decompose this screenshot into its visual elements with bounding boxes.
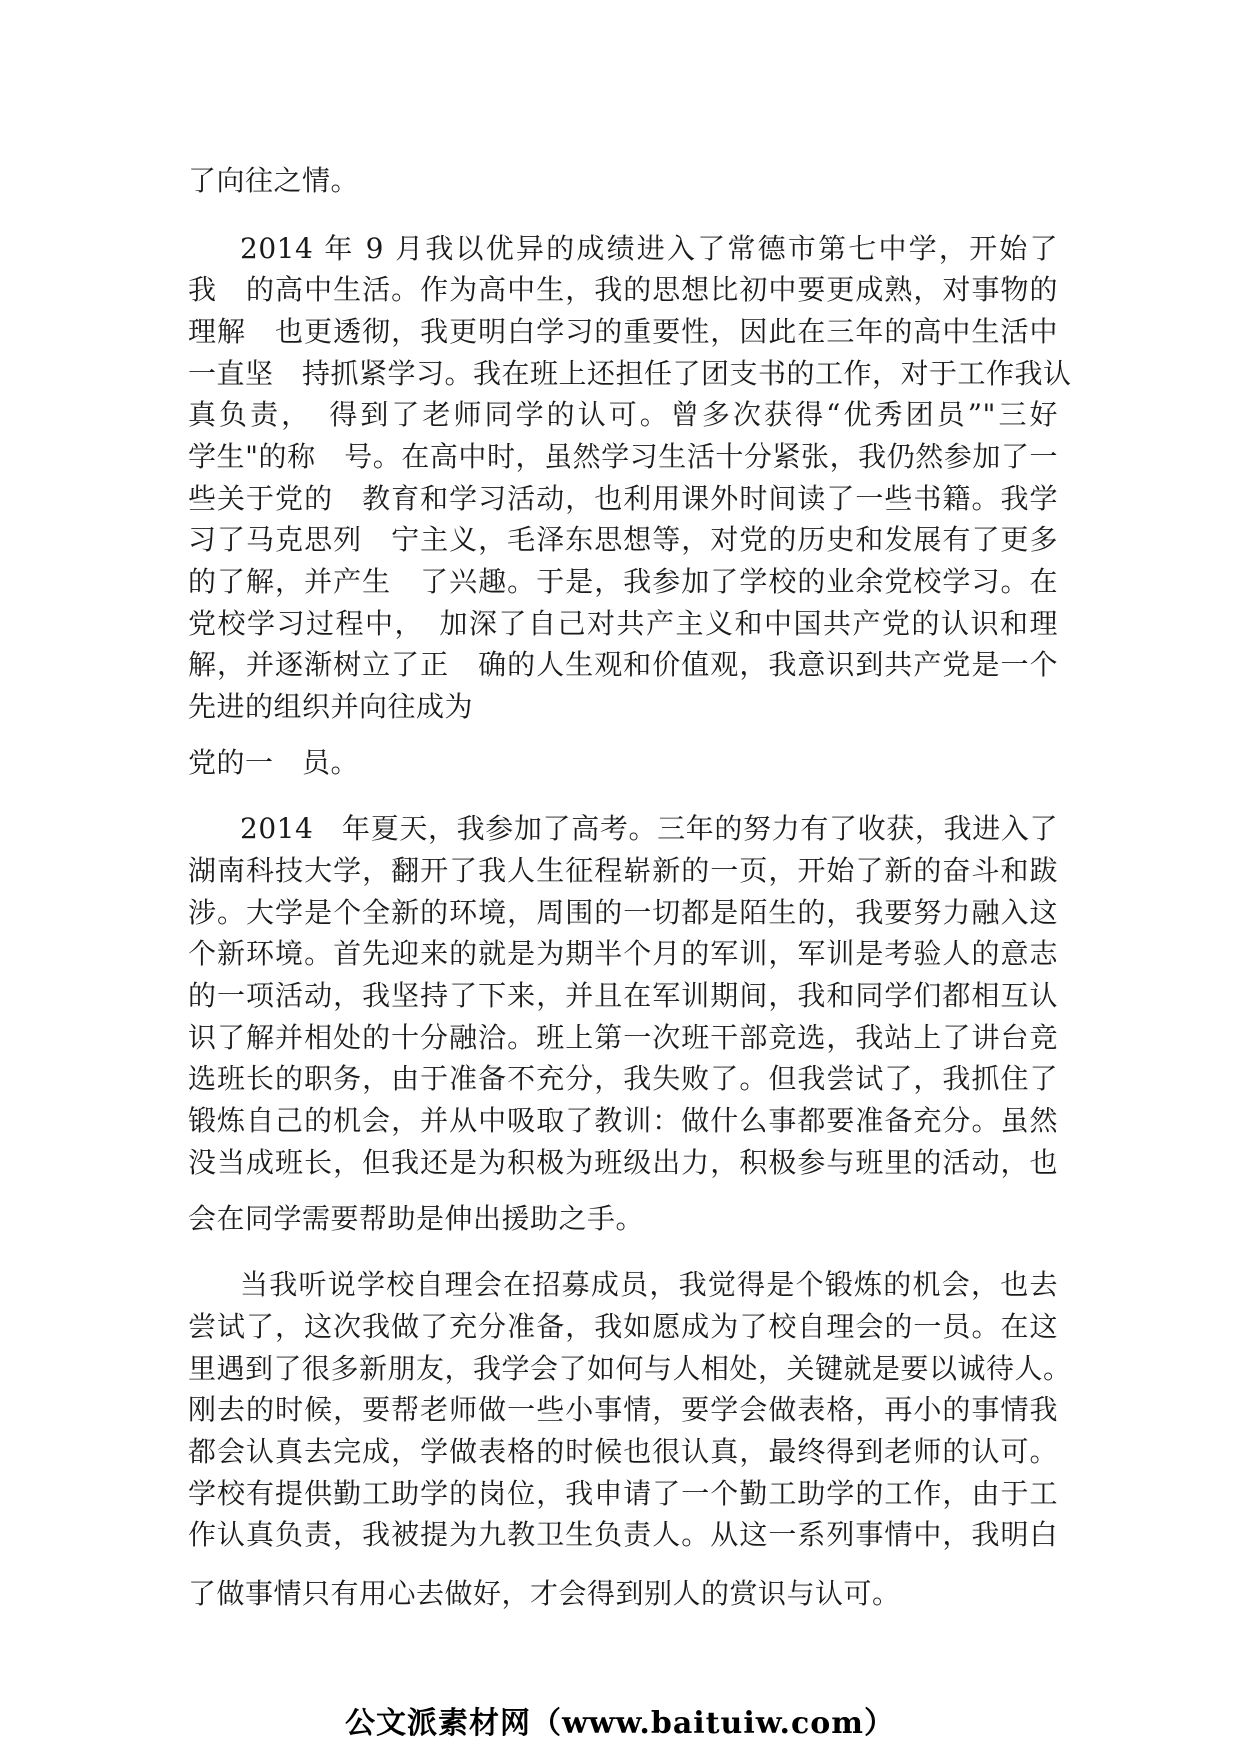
text-line: 锻炼自己的机会，并从中吸取了教训：做什么事都要准备充分。虽然 [188, 1104, 1058, 1137]
text-line: 理解 也更透彻，我更明白学习的重要性，因此在三年的高中生活中 [188, 315, 1058, 348]
text-line: 学校有提供勤工助学的岗位，我申请了一个勤工助学的工作，由于工 [188, 1477, 1058, 1510]
text-line: 作认真负责，我被提为九教卫生负责人。从这一系列事情中，我明白 [188, 1518, 1058, 1551]
text-line: 一直坚 持抓紧学习。我在班上还担任了团支书的工作，对于工作我认 [188, 357, 1072, 390]
text-line: 学生"的称 号。在高中时，虽然学习生活十分紧张，我仍然参加了一 [188, 440, 1058, 473]
text-line: 涉。大学是个全新的环境，周围的一切都是陌生的，我要努力融入这 [188, 896, 1058, 929]
text-line: 的了解，并产生 了兴趣。于是，我参加了学校的业余党校学习。在 [188, 565, 1058, 598]
footer-watermark: 公文派素材网（www.baituiw.com） [344, 1706, 896, 1741]
text-line: 解，并逐渐树立了正 确的人生观和价值观，我意识到共产党是一个 [188, 648, 1058, 681]
text-line: 我 的高中生活。作为高中生，我的思想比初中要更成熟，对事物的 [188, 273, 1058, 306]
text-line: 湖南科技大学，翻开了我人生征程崭新的一页，开始了新的奋斗和跋 [188, 854, 1058, 887]
text-line: 了做事情只有用心去做好，才会得到别人的赏识与认可。 [188, 1577, 901, 1610]
text-line: 没当成班长，但我还是为积极为班级出力，积极参与班里的活动，也 [188, 1146, 1058, 1179]
text-line: 里遇到了很多新朋友，我学会了如何与人相处，关键就是要以诚待人。 [188, 1352, 1072, 1385]
text-line: 当我听说学校自理会在招募成员，我觉得是个锻炼的机会，也去 [240, 1268, 1058, 1301]
text-line: 选班长的职务，由于准备不充分，我失败了。但我尝试了，我抓住了 [188, 1062, 1058, 1095]
text-line: 2014 年 9 月我以优异的成绩进入了常德市第七中学，开始了 [240, 232, 1058, 265]
text-line: 了向往之情。 [188, 164, 360, 197]
text-line: 的一项活动，我坚持了下来，并且在军训期间，我和同学们都相互认 [188, 979, 1058, 1012]
text-line: 党的一 员。 [188, 746, 360, 779]
text-line: 些关于党的 教育和学习活动，也利用课外时间读了一些书籍。我学 [188, 482, 1058, 515]
text-line: 会在同学需要帮助是伸出援助之手。 [188, 1202, 645, 1235]
text-line: 都会认真去完成，学做表格的时候也很认真，最终得到老师的认可。 [188, 1435, 1058, 1468]
text-line: 习了马克思列 宁主义，毛泽东思想等，对党的历史和发展有了更多 [188, 523, 1058, 556]
text-line: 识了解并相处的十分融洽。班上第一次班干部竞选，我站上了讲台竞 [188, 1021, 1058, 1054]
text-line: 2014 年夏天，我参加了高考。三年的努力有了收获，我进入了 [240, 812, 1058, 845]
text-line: 先进的组织并向往成为 [188, 690, 474, 723]
text-line: 尝试了，这次我做了充分准备，我如愿成为了校自理会的一员。在这 [188, 1310, 1058, 1343]
text-line: 党校学习过程中， 加深了自己对共产主义和中国共产党的认识和理 [188, 607, 1058, 640]
text-line: 刚去的时候，要帮老师做一些小事情，要学会做表格，再小的事情我 [188, 1393, 1058, 1426]
text-line: 个新环境。首先迎来的就是为期半个月的军训，军训是考验人的意志 [188, 937, 1058, 970]
text-line: 真负责， 得到了老师同学的认可。曾多次获得“优秀团员”"三好 [188, 398, 1058, 431]
